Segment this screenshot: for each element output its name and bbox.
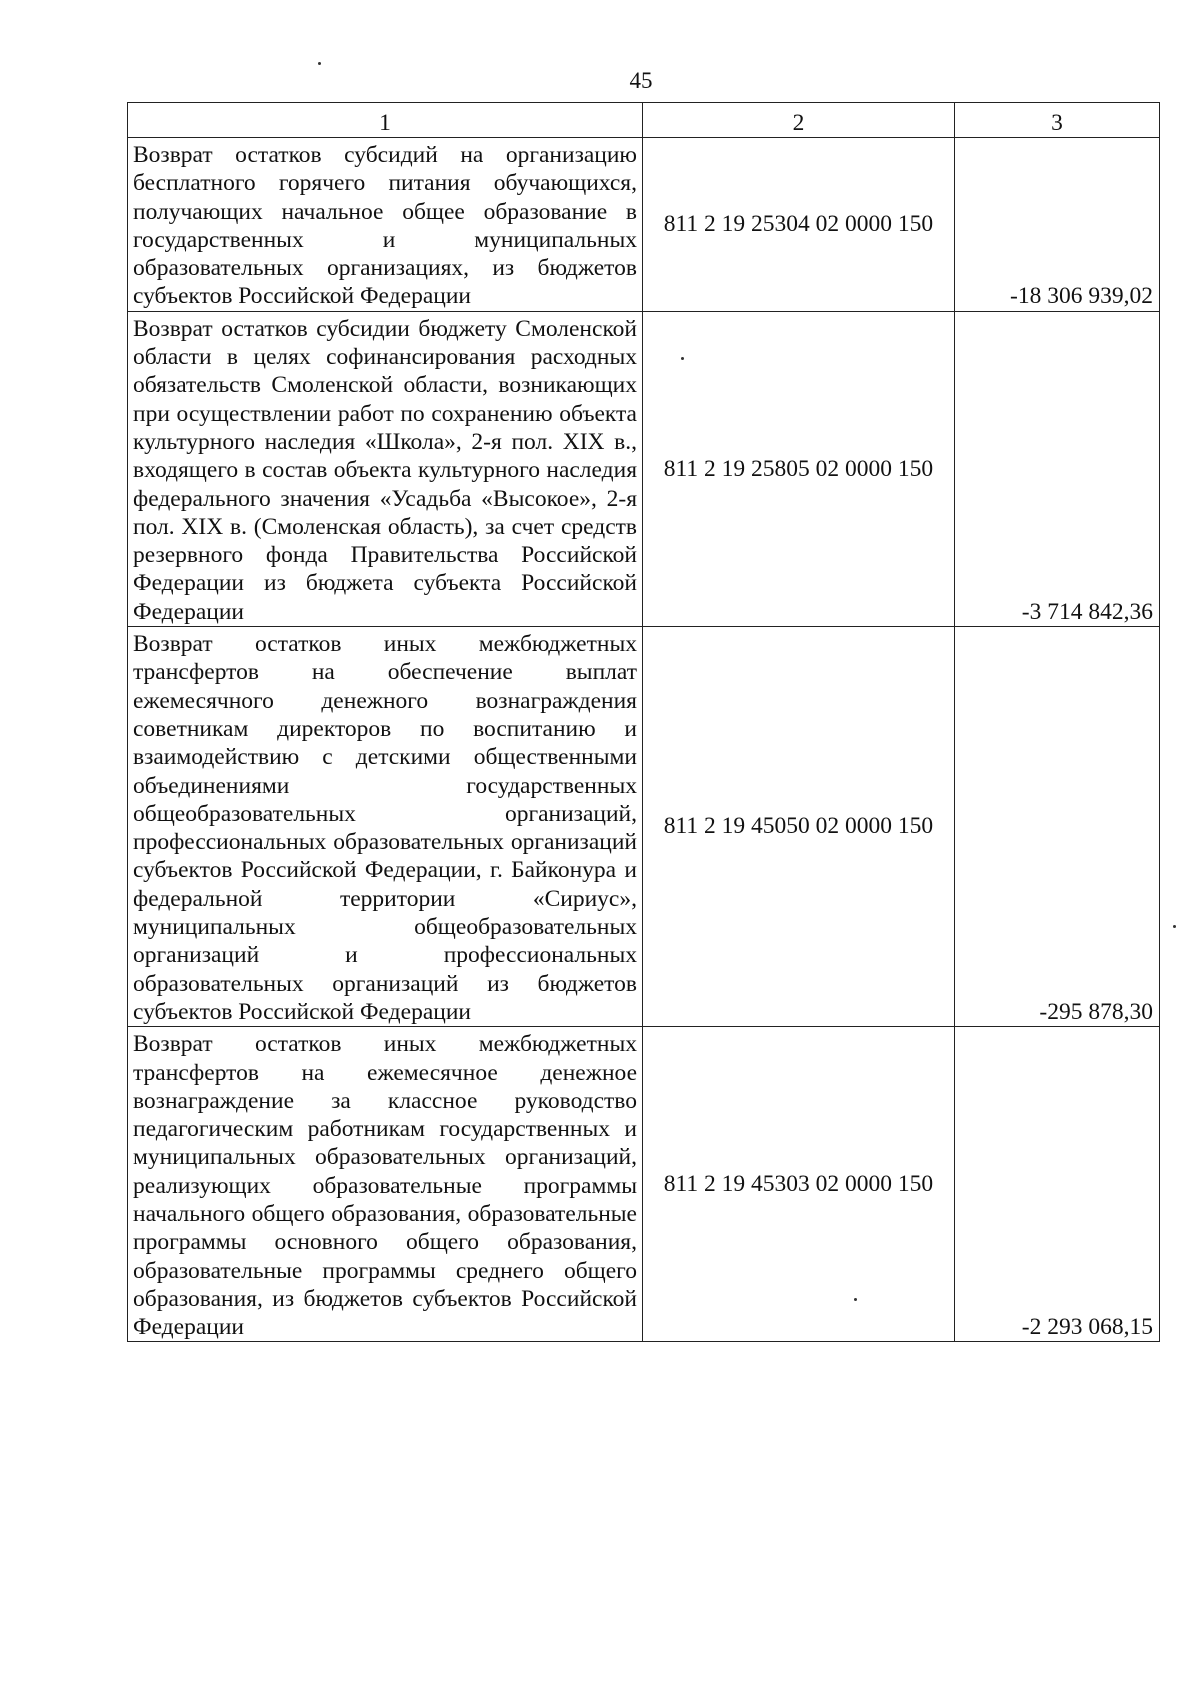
row-amount: -18 306 939,02 [955,138,1160,312]
page-number: 45 [629,68,653,93]
table-row [128,1027,1160,1342]
scan-speck [854,1298,857,1301]
table-row [128,311,1160,626]
row-description: Возврат остатков субсидий на организацию бесплатного горячего питания обучающихся, получающих начальное общее образование в государственных и муниципальных образовательных организациях, из бюджетов субъектов Российской Федерации [128,138,643,312]
column-header-3: 3 [955,103,1160,138]
table-row [128,138,1160,312]
scan-speck [1173,925,1176,928]
row-description: Возврат остатков иных межбюджетных трансфертов на ежемесячное денежное вознаграждение за классное руководство педагогическим работникам государственных и муниципальных образовательных организаций, реализующих образовательные программы начального общего образования, образовательные программы основного общего образования, образовательные программы среднего общего образования, из бюджетов субъектов Российской Федерации [128,1027,643,1342]
budget-return-table [127,102,1160,1342]
row-amount: -295 878,30 [955,627,1160,1027]
row-description: Возврат остатков иных межбюджетных трансфертов на обеспечение выплат ежемесячного денежного вознаграждения советникам директоров по воспитанию и взаимодействию с детскими общественными объединениями государственных общеобразовательных организаций, профессиональных образовательных организаций субъектов Российской Федерации, г. Байконура и федеральной территории «Сириус», муниципальных общеобразовательных организаций и профессиональных образовательных организаций из бюджетов субъектов Российской Федерации [128,627,643,1027]
table-header-row [128,103,1160,138]
column-header-1: 1 [128,103,643,138]
row-budget-code: 811 2 19 45303 02 0000 150 [643,1027,955,1342]
row-description: Возврат остатков субсидии бюджету Смоленской области в целях софинансирования расходных обязательств Смоленской области, возникающих при осуществлении работ по сохранению объекта культурного наследия «Школа», 2-я пол. XIX в., входящего в состав объекта культурного наследия федерального значения «Усадьба «Высокое», 2-я пол. XIX в. (Смоленская область), за счет средств резервного фонда Правительства Российской Федерации из бюджета субъекта Российской Федерации [128,311,643,626]
row-budget-code: 811 2 19 25304 02 0000 150 [643,138,955,312]
row-budget-code: 811 2 19 45050 02 0000 150 [643,627,955,1027]
row-amount: -2 293 068,15 [955,1027,1160,1342]
table-row [128,627,1160,1027]
scan-speck [318,62,321,65]
row-amount: -3 714 842,36 [955,311,1160,626]
column-header-2: 2 [643,103,955,138]
row-budget-code: 811 2 19 25805 02 0000 150 [643,311,955,626]
scan-speck [681,357,684,360]
